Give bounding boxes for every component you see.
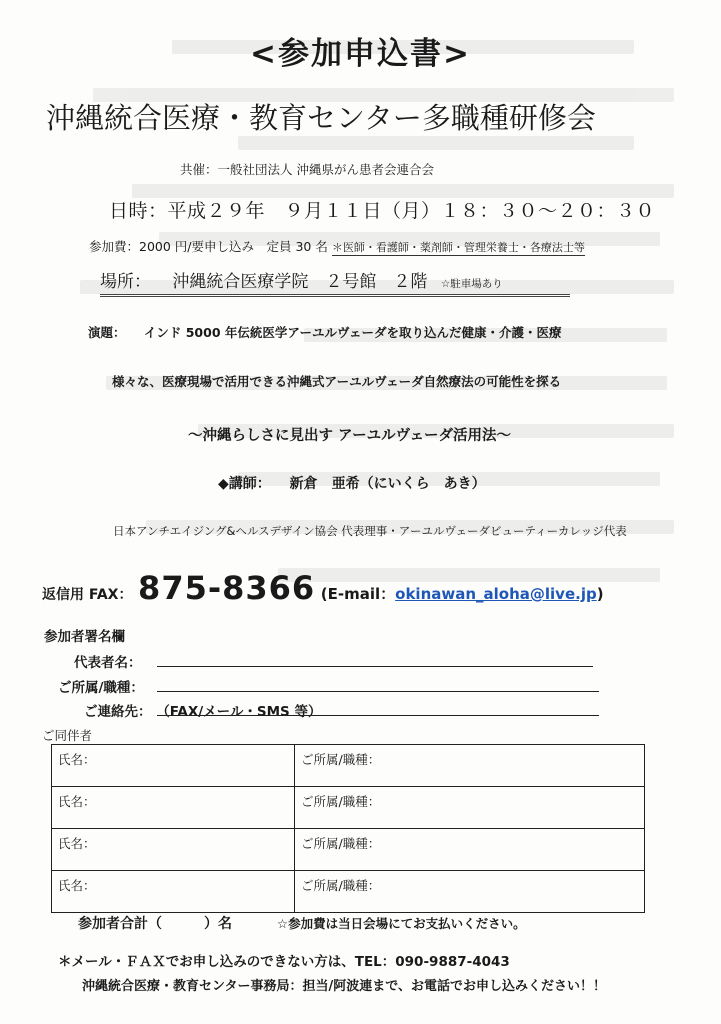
companion-name-cell[interactable]: 氏名： [52,871,295,913]
contact-hint: （FAX/メール・SMS 等） [156,704,322,720]
companion-affiliation-cell[interactable]: ご所属/職種： [295,829,645,871]
signature-heading: 参加者署名欄 [44,629,125,645]
topic-text-1: インド 5000 年伝統医学アーユルヴェーダを取り込んだ健康・介護・医療 [143,325,562,340]
companion-affiliation-cell[interactable]: ご所属/職種： [295,787,645,829]
table-row [52,829,645,871]
total-label: 参加者合計（ ）名 [78,916,232,932]
lecturer-role: 日本アンチエイジング&ヘルスデザイン協会 代表理事・アーユルヴェーダビューティーカレッジ代表 [113,524,627,538]
form-title: <参加申込書> [250,36,471,72]
email-close: ) [596,585,604,603]
companion-affiliation-cell[interactable]: ご所属/職種： [295,745,645,787]
companions-label: ご同伴者 [42,728,93,743]
lecturer-label: ◆講師： [218,476,271,492]
companion-name-cell[interactable]: 氏名： [52,745,295,787]
affiliation-field[interactable] [157,691,599,692]
fee-text: 参加費：2000 円/要申し込み 定員 30 名 [89,239,328,254]
contact-field[interactable] [157,715,599,716]
lecturer-name: 新倉 亜希（にいくら あき） [289,476,486,492]
fax-number: 875-8366 [138,569,316,607]
companions-table [51,744,645,913]
contact-info-row [84,700,321,720]
email-label: (E-mail： [320,585,396,603]
fee-payment-note: ☆参加費は当日会場にてお支払いください。 [276,916,526,931]
table-row [52,787,645,829]
venue-name: 沖縄統合医療学院 ２号館 ２階 [172,272,428,292]
venue-label: 場所： [100,272,151,292]
reply-fax-line [42,569,604,607]
topic-label: 演題： [88,325,126,340]
companion-name-cell[interactable]: 氏名： [52,787,295,829]
fax-label: 返信用 FAX： [42,587,133,603]
table-row [52,745,645,787]
table-row [52,871,645,913]
office-contact-note: 沖縄統合医療・教育センター事務局：担当/阿波連まで、お電話でお申し込みください！！ [82,979,606,994]
topic-text-2: 様々な、医療現場で活用できる沖縄式アーユルヴェーダ自然療法の可能性を探る [112,374,562,389]
phone-contact-note: ＊メール・ＦＡＸでお申し込みのできない方は、TEL：090-9887-4043 [58,954,510,970]
fee-target-audience: ＊医師・看護師・薬剤師・管理栄養士・各療法士等 [331,241,585,254]
lecture-subtitle: ～沖縄らしさに見出す アーユルヴェーダ活用法～ [188,428,512,444]
contact-label: ご連絡先： [84,704,152,720]
total-participants-row [78,913,526,933]
affiliation-label: ご所属/職種： [58,680,144,696]
representative-label: 代表者名： [74,655,142,671]
lecturer-line [218,473,486,493]
event-title: 沖縄統合医療・教育センター多職種研修会 [46,101,596,135]
event-datetime: 日時：平成２９年 ９月１１日（月）１８：３０～２０：３０ [109,200,656,222]
venue-line [100,267,570,297]
fee-line [89,237,585,255]
companion-name-cell[interactable]: 氏名： [52,829,295,871]
venue-parking: ☆駐車場あり [440,278,503,290]
companion-affiliation-cell[interactable]: ご所属/職種： [295,871,645,913]
email-link[interactable]: okinawan_aloha@live.jp [395,585,597,603]
representative-field[interactable] [157,666,593,667]
cohost-line: 共催：一般社団法人 沖縄県がん患者会連合会 [180,162,434,177]
topic-line-1 [88,323,562,341]
